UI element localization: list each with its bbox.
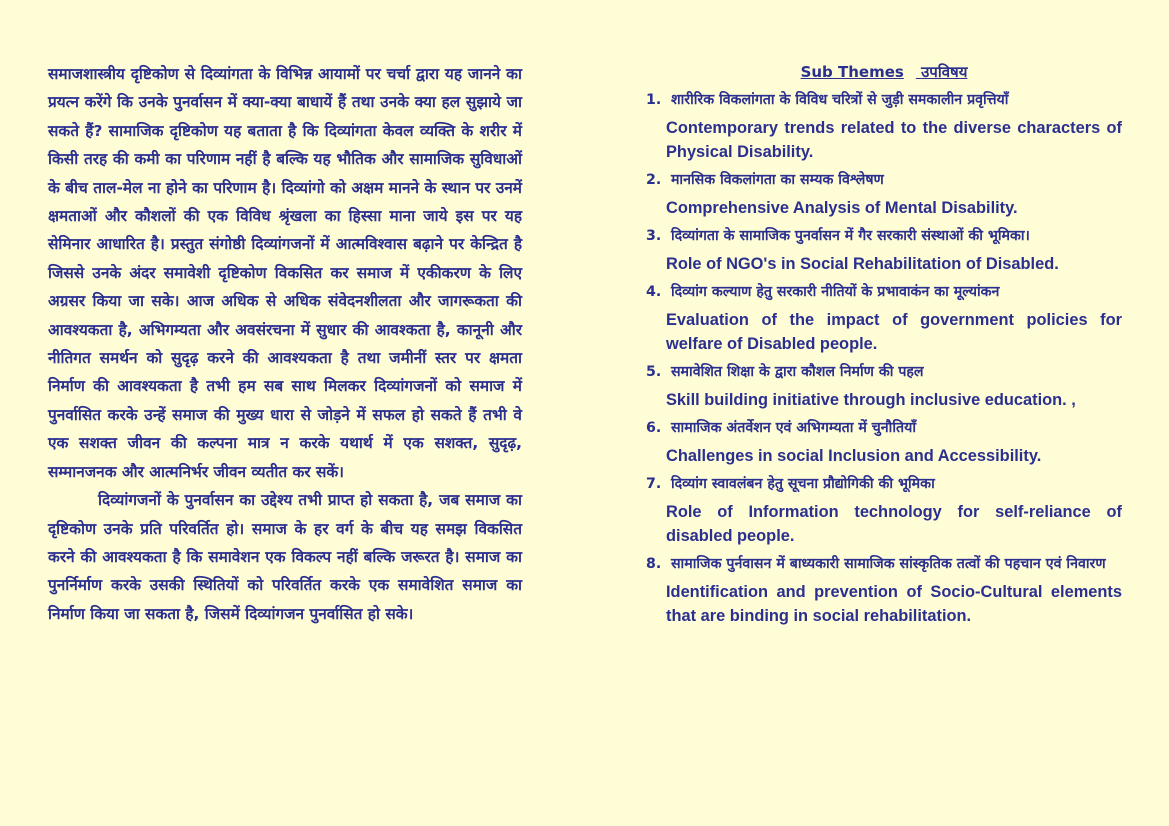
theme-hindi: शारीरिक विकलांगता के विविध चरित्रों से जुड़ी समकालीन प्रवृत्तियाँ — [670, 92, 1009, 108]
intro-paragraph-2: दिव्यांगजनों के पुनर्वासन का उद्देश्य तभी प्राप्त हो सकता है, जब समाज का दृष्टिकोण उनके प्रति परिवर्तित हो। समाज के हर वर्ग के बीच यह समझ विकसित करने की आवश्यकता है कि समावेशन एक विकल्प नहीं बल्कि जरूरत है। समाज का पुनर्निर्माण करके उसकी स्थितियों को परिवर्तित करके एक समावेशित समाज का निर्माण किया जा सकता है, जिसमें दिव्यांगजन पुनर्वासित हो सके। — [48, 491, 522, 623]
intro-column — [48, 60, 522, 628]
theme-english: Contemporary trends related to the diverse characters of Physical Disability. — [666, 119, 1122, 161]
theme-hindi: मानसिक विकलांगता का सम्यक विश्लेषण — [670, 172, 884, 188]
theme-hindi: समावेशित शिक्षा के द्वारा कौशल निर्माण की पहल — [670, 364, 924, 380]
theme-english: Identification and prevention of Socio-Cultural elements that are binding in social rehabilitation. — [666, 583, 1122, 625]
theme-number: 7. — [646, 476, 662, 492]
theme-item-4 — [646, 280, 1122, 356]
theme-number: 3. — [646, 228, 662, 244]
theme-hindi: सामाजिक अंतर्वेशन एवं अभिगम्यता में चुनौतियाँ — [670, 420, 917, 436]
sub-themes-title-en: Sub Themes — [800, 63, 904, 81]
theme-number: 2. — [646, 172, 662, 188]
theme-hindi: दिव्यांग स्वावलंबन हेतु सूचना प्रौद्योगिकी की भूमिका — [670, 476, 935, 492]
sub-themes-column — [646, 62, 1122, 632]
theme-number: 6. — [646, 420, 662, 436]
theme-english: Challenges in social Inclusion and Accessibility. — [666, 447, 1042, 465]
theme-item-7 — [646, 472, 1122, 548]
sub-themes-title — [646, 62, 1122, 82]
theme-number: 5. — [646, 364, 662, 380]
intro-paragraph-1: समाजशास्त्रीय दृष्टिकोण से दिव्यांगता के विभिन्न आयामों पर चर्चा द्वारा यह जानने का प्रयत्न करेंगे कि उनके पुनर्वासन में क्या-क्या बाधायें हैं तथा उनके क्या हल सुझाये जा सकते हैं? सामाजिक दृष्टिकोण यह बताता है कि दिव्यांगता केवल व्यक्ति के शरीर में किसी तरह की कमी का परिणाम नहीं है बल्कि यह भौतिक और सामाजिक सुविधाओं के बीच ताल-मेल ना होने का परिणाम है। दिव्यांगो को अक्षम मानने के स्थान पर उनमें क्षमताओं और कौशलों की एक विविध श्रृंखला का हिस्सा माना जाये इस पर यह सेमिनार आधारित है। प्रस्तुत संगोष्ठी दिव्यांगजनों में आत्मविश्वास बढ़ाने पर केन्द्रित है जिससे उनके अंदर समावेशी दृष्टिकोण विकसित कर समाज में एकीकरण के लिए अग्रसर किया जा सके। आज अधिक से अधिक संवेदनशीलता और जागरूकता की आवश्यकता है, अभिगम्यता और अवसंरचना में सुधार की आवश्कता है, कानूनी और नीतिगत समर्थन को सुदृढ़ करने की आवश्यकता है तथा जमीनीं स्तर पर क्षमता निर्माण की आवश्यकता है तभी हम सब साथ मिलकर दिव्यांगजनों को समाज में पुनर्वासित करके उन्हें समाज की मुख्य धारा से जोड़ने में सफल हो सकते हैं तभी वे एक सशक्त जीवन की कल्पना मात्र न करके यथार्थ में एक सशक्त, सुदृढ़, सम्मानजनक और आत्मनिर्भर जीवन व्यतीत कर सकें। — [48, 65, 523, 481]
theme-item-1 — [646, 88, 1122, 164]
theme-english: Skill building initiative through inclusive education. , — [666, 391, 1076, 409]
theme-english: Evaluation of the impact of government policies for welfare of Disabled people. — [666, 311, 1122, 353]
theme-item-6 — [646, 416, 1122, 468]
theme-english: Role of Information technology for self-reliance of disabled people. — [666, 503, 1122, 545]
theme-number: 8. — [646, 556, 662, 572]
theme-item-5 — [646, 360, 1122, 412]
theme-number: 4. — [646, 284, 662, 300]
theme-hindi: दिव्यांग कल्याण हेतु सरकारी नीतियों के प्रभावाकंन का मूल्यांकन — [670, 284, 1000, 300]
theme-item-3 — [646, 224, 1122, 276]
theme-item-2 — [646, 168, 1122, 220]
theme-item-8 — [646, 552, 1122, 628]
theme-english: Comprehensive Analysis of Mental Disability. — [666, 199, 1018, 217]
sub-themes-title-hi: उपविषय — [921, 63, 968, 81]
theme-english: Role of NGO's in Social Rehabilitation of Disabled. — [666, 255, 1059, 273]
theme-number: 1. — [646, 92, 662, 108]
theme-hindi: सामाजिक पुर्नवासन में बाध्यकारी सामाजिक सांस्कृतिक तत्वों की पहचान एवं निवारण — [670, 556, 1106, 572]
theme-hindi: दिव्यांगता के सामाजिक पुनर्वासन में गैर सरकारी संस्थाओं की भूमिका। — [670, 228, 1030, 244]
